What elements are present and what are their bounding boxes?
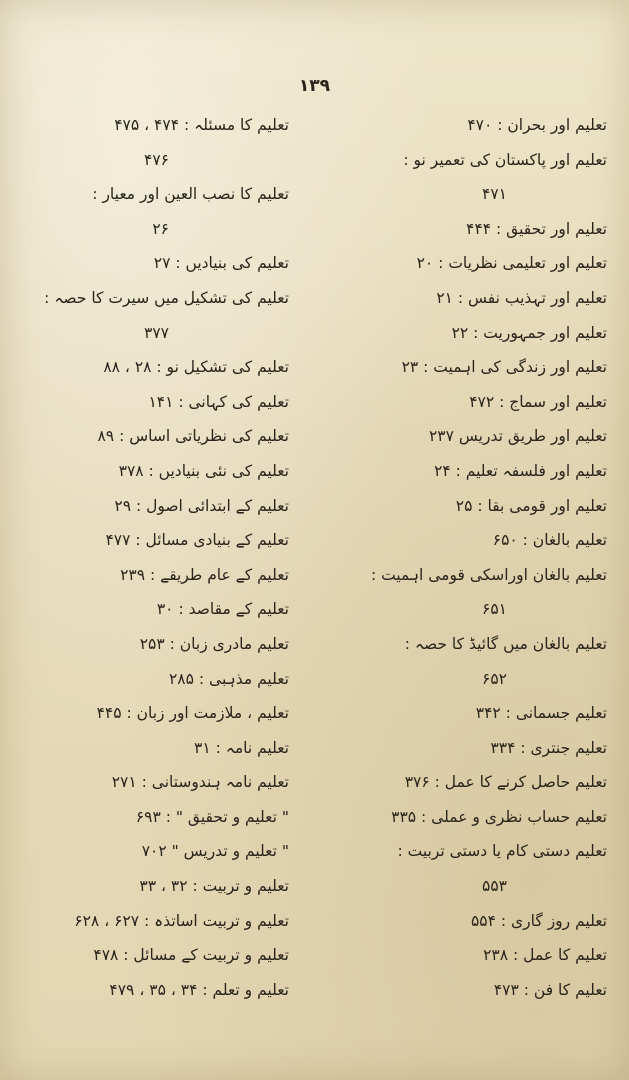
index-entry: " تعلیم و تحقیق " : ۶۹۳: [135, 807, 289, 826]
index-entry: تعلیم اور قومی بقا : ۲۵: [455, 496, 607, 515]
index-entry: تعلیم اور بحران : ۴۷۰: [467, 116, 607, 134]
index-entry: تعلیم کا عمل : ۲۳۸: [483, 946, 607, 965]
index-entry-continuation: ۴۷۱: [482, 185, 507, 204]
index-entry: تعلیم اور سماج : ۴۷۲: [469, 392, 607, 411]
index-entry: تعلیم حاصل کرنے کا عمل : ۳۷۶: [404, 773, 607, 792]
index-entry: تعلیم کی نظریاتی اساس : ۸۹: [97, 427, 289, 446]
index-entry-continuation: ۳۷۷: [144, 323, 169, 342]
index-entry: تعلیم مادری زبان : ۲۵۳: [139, 634, 289, 653]
index-entry: تعلیم اور فلسفہ تعلیم : ۲۴: [434, 461, 607, 480]
index-entry: تعلیم اور تحقیق : ۴۴۴: [466, 219, 607, 238]
index-entry: تعلیم کے ابتدائی اصول : ۲۹: [114, 496, 289, 515]
index-entry: تعلیم کی بنیادیں : ۲۷: [153, 254, 289, 273]
index-entry: تعلیم و تربیت : ۳۲ ، ۳۳: [139, 877, 289, 896]
index-entry: تعلیم بالغان اوراسکی قومی اہمیت :: [370, 565, 607, 584]
index-entry-continuation: ۶۵۱: [482, 600, 507, 619]
index-entry: تعلیم کے بنیادی مسائل : ۴۷۷: [105, 531, 289, 550]
index-entry: تعلیم کی تشکیل نو : ۲۸ ، ۸۸: [103, 358, 289, 377]
index-entry: تعلیم و تربیت کے مسائل : ۴۷۸: [93, 946, 289, 965]
page-number: ۱۳۹: [298, 76, 331, 96]
index-entry-continuation: ۶۵۲: [482, 669, 507, 688]
index-entry: تعلیم جسمانی : ۳۴۲: [475, 704, 607, 723]
index-entry: تعلیم کی تشکیل میں سیرت کا حصہ :: [44, 288, 289, 307]
index-entry: تعلیم روز گاری : ۵۵۴: [470, 911, 607, 930]
index-entry: تعلیم اور پاکستان کی تعمیر نو :: [403, 150, 607, 169]
index-entry: تعلیم کی کہانی : ۱۴۱: [148, 392, 289, 411]
index-column-right: [312, 108, 607, 1007]
index-entry: تعلیم نامہ : ۳۱: [194, 738, 289, 757]
index-entry: تعلیم اور تعلیمی نظریات : ۲۰: [416, 254, 607, 273]
index-entry: تعلیم اور زندگی کی اہمیت : ۲۳: [401, 358, 607, 377]
index-entry: تعلیم کا فن : ۴۷۳: [493, 980, 607, 999]
index-entry: " تعلیم و تدریس " ۷۰۲: [141, 842, 289, 861]
index-entry: تعلیم ، ملازمت اور زبان : ۴۴۵: [96, 704, 289, 723]
index-entry: تعلیم کا نصب العین اور معیار :: [92, 185, 289, 204]
index-entry: تعلیم کے مقاصد : ۳۰: [156, 600, 289, 619]
index-entry: تعلیم کے عام طریقے : ۲۳۹: [120, 565, 289, 584]
index-entry: تعلیم و تعلم : ۳۴ ، ۳۵ ، ۴۷۹: [109, 980, 289, 999]
index-entry: تعلیم بالغان میں گائیڈ کا حصہ :: [404, 634, 607, 653]
index-entry: تعلیم اور طریق تدریس ۲۳۷: [428, 427, 607, 446]
index-entry: تعلیم حساب نظری و عملی : ۳۳۵: [391, 807, 607, 826]
index-entry: تعلیم بالغان : ۶۵۰: [492, 531, 607, 550]
index-entry: تعلیم جنتری : ۳۳۴: [490, 738, 607, 757]
index-entry: تعلیم دستی کام یا دستی تربیت :: [397, 842, 607, 861]
index-entry: تعلیم نامہ ہندوستانی : ۲۷۱: [111, 773, 289, 792]
index-entry-continuation: ۴۷۶: [144, 150, 169, 169]
index-entry: تعلیم اور تہذیب نفس : ۲۱: [436, 288, 607, 307]
index-column-left: [0, 108, 289, 1007]
index-entry: تعلیم و تربیت اساتذہ : ۶۲۷ ، ۶۲۸: [74, 911, 289, 930]
index-entry-continuation: ۲۶: [152, 219, 169, 238]
index-entry: تعلیم مذہبی : ۲۸۵: [168, 669, 289, 688]
index-entry: تعلیم کا مسئلہ : ۴۷۴ ، ۴۷۵: [114, 116, 289, 134]
index-entry-continuation: ۵۵۳: [482, 877, 507, 896]
index-entry: تعلیم اور جمہوریت : ۲۲: [451, 323, 607, 342]
index-entry: تعلیم کی نئی بنیادیں : ۳۷۸: [118, 461, 289, 480]
